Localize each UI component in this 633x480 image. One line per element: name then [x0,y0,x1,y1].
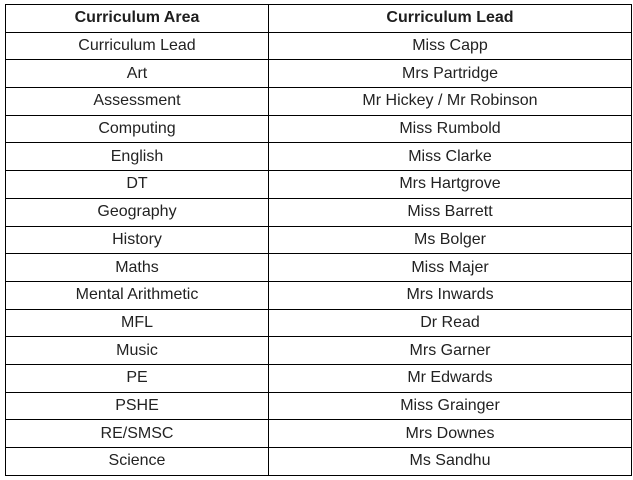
area-cell: MFL [6,309,269,337]
area-cell: Science [6,448,269,476]
lead-cell: Mr Edwards [269,364,632,392]
lead-cell: Miss Clarke [269,143,632,171]
lead-cell: Miss Grainger [269,392,632,420]
table-row [6,420,632,448]
table-row [6,226,632,254]
lead-cell: Mrs Inwards [269,281,632,309]
table-row [6,448,632,476]
lead-cell: Dr Read [269,309,632,337]
area-cell: Mental Arithmetic [6,281,269,309]
lead-cell: Miss Capp [269,32,632,60]
table-row [6,281,632,309]
curriculum-leads-table [5,4,632,476]
header-curriculum-area: Curriculum Area [6,5,269,33]
lead-cell: Mrs Hartgrove [269,171,632,199]
lead-cell: Mrs Garner [269,337,632,365]
area-cell: Curriculum Lead [6,32,269,60]
area-cell: Maths [6,254,269,282]
area-cell: History [6,226,269,254]
area-cell: Music [6,337,269,365]
area-cell: DT [6,171,269,199]
table-row [6,254,632,282]
area-cell: Art [6,60,269,88]
lead-cell: Ms Sandhu [269,448,632,476]
area-cell: Computing [6,115,269,143]
table-header-row [6,5,632,33]
area-cell: Geography [6,198,269,226]
curriculum-table-container [5,4,631,476]
area-cell: RE/SMSC [6,420,269,448]
table-row [6,32,632,60]
table-row [6,60,632,88]
lead-cell: Mrs Partridge [269,60,632,88]
table-row [6,171,632,199]
table-row [6,88,632,116]
lead-cell: Mrs Downes [269,420,632,448]
header-curriculum-lead: Curriculum Lead [269,5,632,33]
table-row [6,337,632,365]
lead-cell: Miss Barrett [269,198,632,226]
area-cell: English [6,143,269,171]
table-row [6,309,632,337]
area-cell: Assessment [6,88,269,116]
lead-cell: Miss Rumbold [269,115,632,143]
lead-cell: Ms Bolger [269,226,632,254]
table-row [6,143,632,171]
table-row [6,392,632,420]
area-cell: PSHE [6,392,269,420]
table-row [6,364,632,392]
lead-cell: Mr Hickey / Mr Robinson [269,88,632,116]
table-row [6,115,632,143]
table-row [6,198,632,226]
lead-cell: Miss Majer [269,254,632,282]
area-cell: PE [6,364,269,392]
